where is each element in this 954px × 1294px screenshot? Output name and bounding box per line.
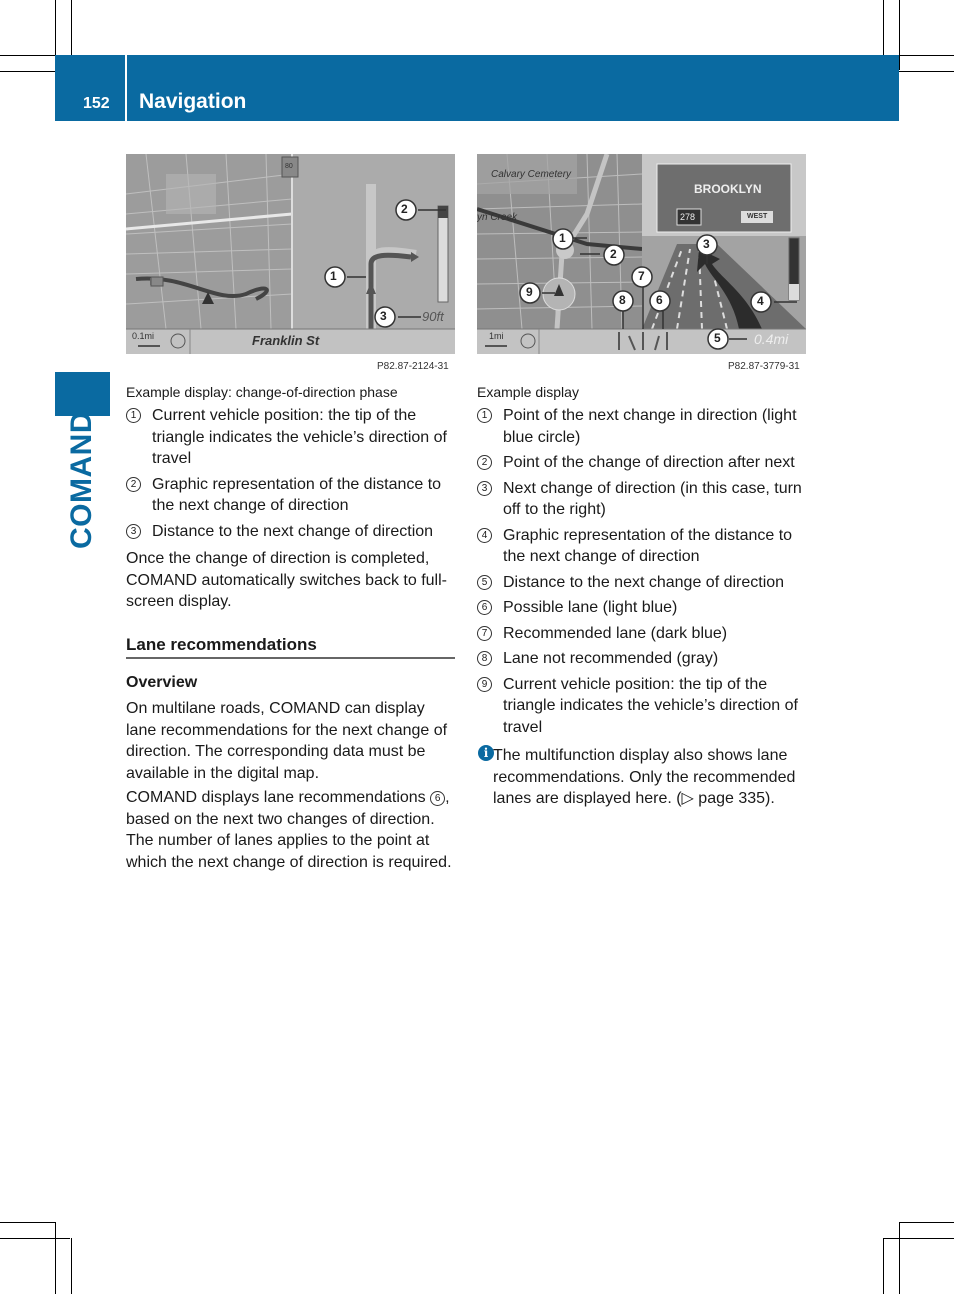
section-rule xyxy=(126,657,455,659)
list-item xyxy=(477,648,807,670)
crop-mark xyxy=(0,1222,55,1223)
crop-mark xyxy=(71,1238,72,1294)
callout-6: 6 xyxy=(656,293,663,307)
paragraph-text: COMAND displays lane recommendations xyxy=(126,789,426,806)
sub-heading: Overview xyxy=(126,674,198,691)
crop-mark xyxy=(899,55,954,56)
list-number: 3 xyxy=(126,524,141,539)
info-icon: i xyxy=(478,745,494,761)
list-text: Graphic representation of the distance to the next change of direction xyxy=(152,475,442,514)
figure-right xyxy=(477,154,806,354)
page-title: Navigation xyxy=(139,90,247,113)
info-note-text: The multifunction display also shows lane recommendations. Only the recommended lanes are displayed here. (▷ page 335). xyxy=(493,747,796,807)
figure-caption: Example display xyxy=(477,384,579,400)
list-number: 8 xyxy=(477,651,492,666)
list-text: Point of the change of direction after next xyxy=(503,454,795,471)
list-number: 2 xyxy=(126,477,141,492)
callout-2: 2 xyxy=(610,247,617,261)
callout-list xyxy=(477,405,807,742)
list-number: 5 xyxy=(477,575,492,590)
list-number: 4 xyxy=(477,528,492,543)
sign-route: 278 xyxy=(680,212,696,222)
list-item xyxy=(126,405,458,470)
callout-list xyxy=(126,405,458,546)
list-number: 1 xyxy=(126,408,141,423)
list-item xyxy=(477,623,807,645)
chapter-tab xyxy=(55,372,110,416)
list-text: Recommended lane (dark blue) xyxy=(503,624,728,642)
crop-mark xyxy=(899,0,900,70)
list-text: Next change of direction (in this case, turn off to the right) xyxy=(503,479,802,518)
route-shield-label: 80 xyxy=(285,163,293,170)
paragraph-text: , based on the next two changes of direction. The number of lanes applies to the point at which the next change of direction is required. xyxy=(126,789,452,871)
list-text: Current vehicle position: the tip of the triangle indicates the vehicle’s direction of travel xyxy=(503,675,798,736)
callout-4: 4 xyxy=(757,294,764,308)
crop-mark xyxy=(0,55,55,56)
list-item xyxy=(477,525,807,568)
list-text: Distance to the next change of direction xyxy=(152,522,434,540)
list-text: Graphic representation of the distance to the next change of direction xyxy=(503,526,793,565)
list-item xyxy=(477,405,807,448)
crop-mark xyxy=(883,1238,884,1294)
callout-3: 3 xyxy=(703,237,710,251)
distance-readout: 0.4mi xyxy=(754,331,789,347)
street-label: Franklin St xyxy=(252,333,320,348)
figure-caption: Example display: change-of-direction phase xyxy=(126,384,398,400)
sign-text: BROOKLYN xyxy=(694,182,762,196)
paragraph: On multilane roads, COMAND can display lane recommendations for the next change of direction. The corresponding data must be available in the digital map. xyxy=(126,700,448,782)
section-heading: Lane recommendations xyxy=(126,635,317,654)
list-text: Lane not recommended (gray) xyxy=(503,650,719,667)
crop-mark xyxy=(71,0,72,55)
list-number: 7 xyxy=(477,626,492,641)
list-item xyxy=(126,474,458,517)
paragraph: Once the change of direction is completed, COMAND automatically switches back to full-screen display. xyxy=(126,550,447,610)
crop-mark xyxy=(899,1222,900,1294)
list-item xyxy=(477,597,807,619)
callout-9: 9 xyxy=(526,285,533,299)
map-change-of-direction xyxy=(126,154,455,354)
list-number: 6 xyxy=(477,600,492,615)
list-text: Possible lane (light blue) xyxy=(503,599,678,616)
crop-mark xyxy=(899,1222,954,1223)
paragraph xyxy=(126,787,458,873)
figure-code: P82.87-2124-31 xyxy=(377,361,449,372)
figure-code: P82.87-3779-31 xyxy=(728,361,800,372)
callout-7: 7 xyxy=(638,269,645,283)
list-number: 3 xyxy=(477,481,492,496)
list-item xyxy=(477,674,807,739)
list-text: Distance to the next change of direction xyxy=(503,573,785,591)
callout-5: 5 xyxy=(714,331,721,345)
callout-1: 1 xyxy=(559,231,566,245)
callout-3: 3 xyxy=(380,309,387,323)
scale-label: 1mi xyxy=(489,331,504,341)
list-item xyxy=(477,572,807,594)
crop-mark xyxy=(884,1238,954,1239)
page-number: 152 xyxy=(83,95,110,112)
distance-readout: 90ft xyxy=(422,309,444,324)
crop-mark xyxy=(55,1222,56,1294)
list-text: Point of the next change in direction (light blue circle) xyxy=(503,407,797,446)
map-label: Calvary Cemetery xyxy=(491,169,572,180)
sign-direction: WEST xyxy=(747,213,768,220)
figure-left xyxy=(126,154,455,354)
list-number: 9 xyxy=(477,677,492,692)
info-note xyxy=(493,745,807,810)
inline-number: 6 xyxy=(430,791,445,806)
list-item xyxy=(477,478,807,521)
list-number: 2 xyxy=(477,455,492,470)
list-item xyxy=(126,521,458,543)
list-number: 1 xyxy=(477,408,492,423)
callout-8: 8 xyxy=(619,293,626,307)
header-divider xyxy=(125,55,127,121)
list-item xyxy=(477,452,807,474)
map-label: yn Creek xyxy=(477,212,518,223)
callout-1: 1 xyxy=(330,269,337,283)
list-text: Current vehicle position: the tip of the triangle indicates the vehicle’s direction of travel xyxy=(152,407,447,467)
crop-mark xyxy=(883,0,884,55)
chapter-label: COMAND xyxy=(65,411,98,549)
crop-mark xyxy=(0,1238,70,1239)
callout-2: 2 xyxy=(401,202,408,216)
scale-label: 0.1mi xyxy=(132,331,155,341)
